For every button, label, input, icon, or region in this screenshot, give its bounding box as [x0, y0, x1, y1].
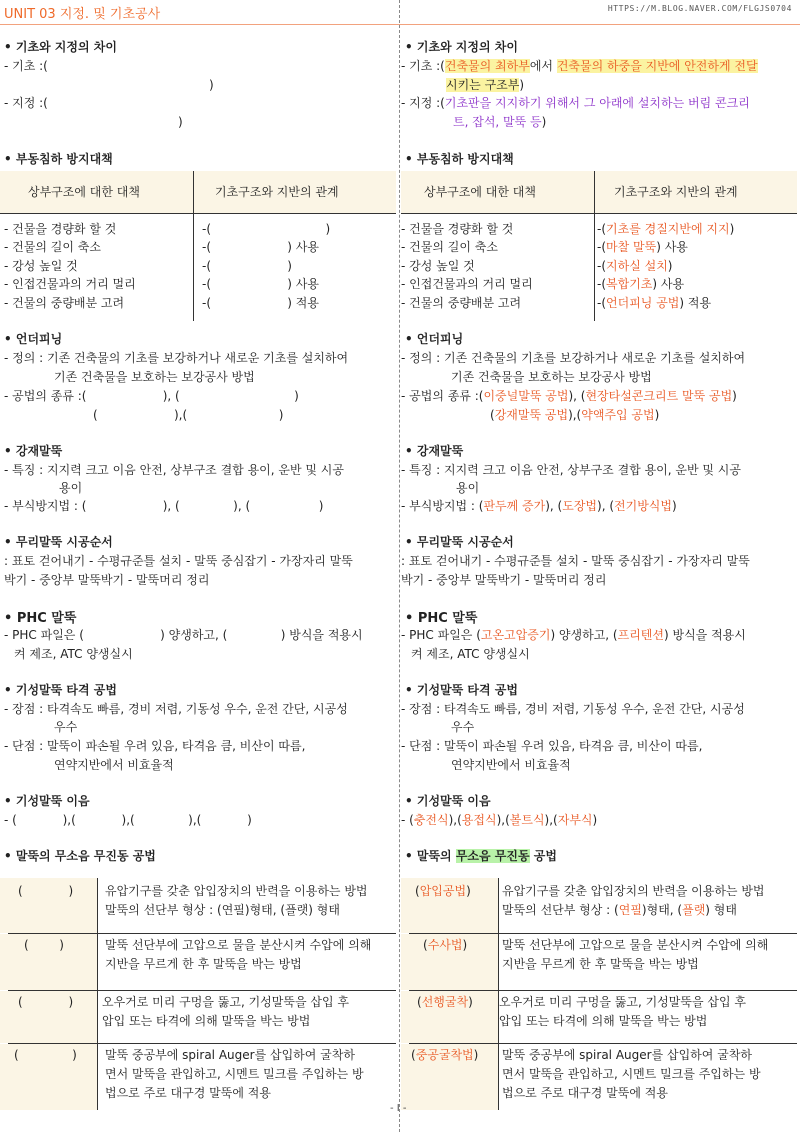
section-title: • 기성말뚝 타격 공법 — [405, 683, 518, 697]
answer-cell: -(마찰 말뚝) 사용 — [597, 240, 688, 254]
section-title: • 무리말뚝 시공순서 — [4, 535, 113, 549]
column-header: 상부구조에 대한 대책 — [28, 185, 140, 199]
table-cell: 오우거로 미리 구멍을 뚫고, 기성말뚝을 삽입 후 — [499, 995, 746, 1009]
section-title: • 강재말뚝 — [405, 444, 464, 458]
body-text: 연약지반에서 비효율적 — [451, 758, 571, 772]
table-cell: - 건물을 경량화 할 것 — [401, 222, 514, 236]
section-title: • 기초와 지정의 차이 — [405, 40, 518, 54]
table-cell: 말뚝 선단부에 고압으로 물을 분산시켜 수압에 의해 — [502, 938, 769, 952]
answer-column — [401, 0, 799, 1132]
table-cell: 면서 말뚝을 관입하고, 시멘트 밀크를 주입하는 방 — [105, 1067, 364, 1081]
body-text: 연약지반에서 비효율적 — [54, 758, 174, 772]
section-title: • 언더피닝 — [4, 332, 63, 346]
body-text: 우수 — [54, 720, 78, 734]
worksheet-column — [0, 0, 398, 1132]
center-divider — [399, 0, 400, 1132]
table-cell: 말뚝의 선단부 형상 : (연필)형태, (플랫) 형태 — [105, 903, 340, 917]
answer-cell: (압입공법) — [415, 884, 471, 898]
blank-line: - PHC 파일은 ( ) 양생하고, ( ) 방식을 적용시 — [4, 628, 363, 642]
blank-cell: -( ) — [202, 259, 292, 273]
table-cell: 말뚝 중공부에 spiral Auger를 삽입하여 굴착하 — [105, 1048, 355, 1062]
blank-line: - 공법의 종류 :( ), ( ) — [4, 389, 299, 403]
table-cell: - 건물의 중량배분 고려 — [4, 296, 125, 310]
blank-line: ( ),( ) — [93, 408, 284, 422]
body-text: : 표토 걷어내기 - 수평규준틀 설치 - 말뚝 중심잡기 - 가장자리 말뚝 — [401, 554, 750, 568]
table-cell: 면서 말뚝을 관입하고, 시멘트 밀크를 주입하는 방 — [502, 1067, 761, 1081]
blank-cell: -( ) 적용 — [202, 296, 319, 310]
table-row — [401, 991, 797, 1043]
feature-text: - 특징 : 지지력 크고 이음 안전, 상부구조 결합 용이, 운반 및 시공 — [401, 463, 741, 477]
table-row — [401, 934, 797, 990]
answer-cell: (중공굴착법) — [411, 1048, 479, 1062]
table-row — [401, 878, 797, 933]
section-title: • 부동침하 방지대책 — [405, 152, 514, 166]
jijeong-definition-cont: 트, 잡석, 말뚝 등) — [453, 115, 547, 129]
blank-cell: -( ) 사용 — [202, 240, 319, 254]
table-cell: 지반을 무르게 한 후 말뚝을 박는 방법 — [105, 957, 302, 971]
answer-cell: -(언더피닝 공법) 적용 — [597, 296, 712, 310]
answer-line: - (충전식),(용접식),(볼트식),(자부식) — [401, 813, 598, 827]
blank-cell: ( ) — [18, 995, 74, 1009]
kicho-definition: - 기초 :(건축물의 최하부에서 건축물의 하중을 지반에 안전하게 전달 — [401, 59, 758, 73]
page-title: UNIT 03 지정. 및 기초공사 — [4, 7, 161, 22]
table-cell: - 건물의 중량배분 고려 — [401, 296, 522, 310]
body-text: : 표토 걷어내기 - 수평규준틀 설치 - 말뚝 중심잡기 - 가장자리 말뚝 — [4, 554, 353, 568]
blank-cell: -( ) 사용 — [202, 277, 319, 291]
blank-line: - ( ),( ),( ),( ) — [4, 813, 252, 827]
table-cell: 말뚝 선단부에 고압으로 물을 분산시켜 수압에 의해 — [105, 938, 372, 952]
table-cell: 유압기구를 갖춘 압입장치의 반력을 이용하는 방법 — [105, 884, 368, 898]
table-cell: 법으로 주로 대구경 말뚝에 적용 — [502, 1086, 668, 1100]
table-cell: 말뚝의 선단부 형상 : (연필)형태, (플랫) 형태 — [502, 903, 737, 917]
answer-line: - 공법의 종류 :(이중널말뚝 공법), (현장타설콘크리트 말뚝 공법) — [401, 389, 737, 403]
jijeong-definition: - 지정 :(기초판을 지지하기 위해서 그 아래에 설치하는 버림 콘크리 — [401, 96, 750, 110]
definition-text: - 정의 : 기존 건축물의 기초를 보강하거나 새로운 기초를 설치하여 — [4, 351, 349, 365]
jijeong-blank: - 지정 :( — [4, 96, 48, 110]
table-cell: 압입 또는 타격에 의해 말뚝을 박는 방법 — [102, 1014, 311, 1028]
table-cell: - 건물의 길이 축소 — [401, 240, 498, 254]
body-text: - 단점 : 말뚝이 파손될 우려 있음, 타격음 큼, 비산이 따름, — [401, 739, 703, 753]
section-title: • 부동침하 방지대책 — [4, 152, 113, 166]
feature-text: - 특징 : 지지력 크고 이음 안전, 상부구조 결합 용이, 운반 및 시공 — [4, 463, 344, 477]
definition-text: 기존 건축물을 보호하는 보강공사 방법 — [54, 370, 255, 384]
blank-line: - 부식방지법 : ( ), ( ), ( ) — [4, 499, 324, 513]
table-cell: 유압기구를 갖춘 압입장치의 반력을 이용하는 방법 — [502, 884, 765, 898]
answer-line: (강재말뚝 공법),(약액주입 공법) — [490, 408, 660, 422]
answer-cell: (선행굴착) — [417, 995, 473, 1009]
definition-text: - 정의 : 기존 건축물의 기초를 보강하거나 새로운 기초를 설치하여 — [401, 351, 746, 365]
section-title: • 기성말뚝 타격 공법 — [4, 683, 117, 697]
feature-text: 용이 — [59, 481, 83, 495]
answer-cell: -(복합기초) 사용 — [597, 277, 685, 291]
column-header: 상부구조에 대한 대책 — [424, 185, 536, 199]
definition-text: 기존 건축물을 보호하는 보강공사 방법 — [451, 370, 652, 384]
section-title: • 말뚝의 무소음 무진동 공법 — [4, 849, 156, 863]
table-cell: - 강성 높일 것 — [401, 259, 475, 273]
answer-cell: -(지하실 설치) — [597, 259, 673, 273]
section-title: • PHC 말뚝 — [405, 611, 478, 626]
section-title: • PHC 말뚝 — [4, 611, 77, 626]
section-title: • 기성말뚝 이음 — [4, 794, 90, 808]
table-cell: 압입 또는 타격에 의해 말뚝을 박는 방법 — [499, 1014, 708, 1028]
table-row — [0, 934, 396, 990]
table-vdivider — [498, 878, 499, 1110]
answer-cell: (수사법) — [423, 938, 468, 952]
answer-line: - 부식방지법 : (판두께 증가), (도장법), (전기방식법) — [401, 499, 677, 513]
section-title: • 기성말뚝 이음 — [405, 794, 491, 808]
blank-cell: -( ) — [202, 222, 331, 236]
blank-cell: ( ) — [24, 938, 64, 952]
table-cell: - 건물의 길이 축소 — [4, 240, 101, 254]
body-text: 우수 — [451, 720, 475, 734]
table-row — [0, 1044, 396, 1110]
table-row — [0, 991, 396, 1043]
table-cell: - 건물을 경량화 할 것 — [4, 222, 117, 236]
table-vdivider — [594, 171, 595, 321]
answer-cell: -(기초를 경질지반에 지지) — [597, 222, 735, 236]
kicho-definition-cont: 시키는 구조부) — [446, 78, 525, 92]
body-text: 켜 제조, ATC 양생실시 — [14, 647, 133, 661]
section-title: • 말뚝의 무소음 무진동 공법 — [405, 849, 557, 863]
page-number: - I - — [390, 1103, 407, 1114]
table-row — [0, 878, 396, 933]
table-cell: 지반을 무르게 한 후 말뚝을 박는 방법 — [502, 957, 699, 971]
kicho-close: ) — [209, 78, 214, 92]
answer-line: - PHC 파일은 (고온고압증기) 양생하고, (프리텐션) 방식을 적용시 — [401, 628, 746, 642]
column-header: 기초구조와 지반의 관계 — [215, 185, 339, 199]
body-text: - 단점 : 말뚝이 파손될 우려 있음, 타격음 큼, 비산이 따름, — [4, 739, 306, 753]
table-cell: 오우거로 미리 구멍을 뚫고, 기성말뚝을 삽입 후 — [102, 995, 349, 1009]
body-text: 박기 - 중앙부 말뚝박기 - 말뚝머리 정리 — [4, 573, 210, 587]
body-text: 켜 제조, ATC 양생실시 — [411, 647, 530, 661]
jijeong-close: ) — [178, 115, 183, 129]
body-text: - 장점 : 타격속도 빠름, 경비 저렴, 기동성 우수, 운전 간단, 시공성 — [4, 702, 348, 716]
table-divider — [401, 213, 797, 214]
table-cell: - 인접건물과의 거리 멀리 — [4, 277, 136, 291]
column-header: 기초구조와 지반의 관계 — [614, 185, 738, 199]
feature-text: 용이 — [456, 481, 480, 495]
table-cell: - 인접건물과의 거리 멀리 — [401, 277, 533, 291]
section-title: • 기초와 지정의 차이 — [4, 40, 117, 54]
body-text: - 장점 : 타격속도 빠름, 경비 저렴, 기동성 우수, 운전 간단, 시공성 — [401, 702, 745, 716]
table-header — [0, 171, 396, 214]
table-divider — [0, 213, 396, 214]
section-title: • 무리말뚝 시공순서 — [405, 535, 514, 549]
table-cell: - 강성 높일 것 — [4, 259, 78, 273]
table-header — [401, 171, 797, 214]
table-vdivider — [193, 171, 194, 321]
blog-url: HTTPS://M.BLOG.NAVER.COM/FLGJS0704 — [607, 4, 792, 13]
table-vdivider — [97, 878, 98, 1110]
blank-cell: ( ) — [18, 884, 74, 898]
blank-cell: ( ) — [14, 1048, 77, 1062]
section-title: • 강재말뚝 — [4, 444, 63, 458]
table-cell: 법으로 주로 대구경 말뚝에 적용 — [105, 1086, 271, 1100]
section-title: • 언더피닝 — [405, 332, 464, 346]
kicho-blank: - 기초 :( — [4, 59, 48, 73]
table-row — [401, 1044, 797, 1110]
body-text: 박기 - 중앙부 말뚝박기 - 말뚝머리 정리 — [401, 573, 607, 587]
table-cell: 말뚝 중공부에 spiral Auger를 삽입하여 굴착하 — [502, 1048, 752, 1062]
